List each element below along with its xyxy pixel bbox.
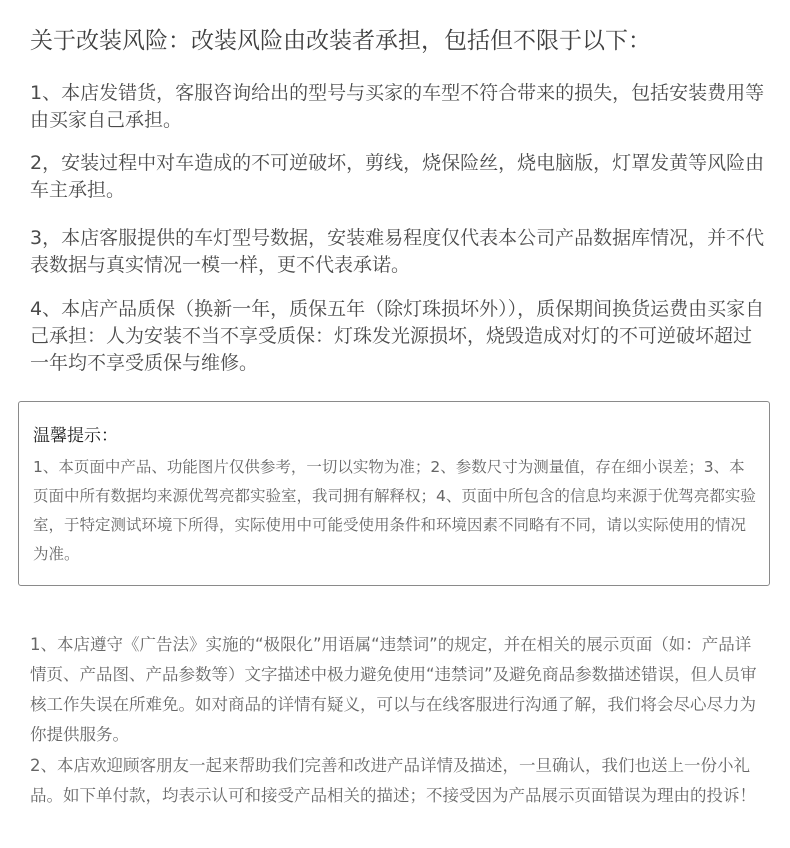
tips-box bbox=[18, 401, 770, 586]
tips-title: 温馨提示： bbox=[33, 426, 118, 446]
risk-item-4: 4、本店产品质保（换新一年，质保五年（除灯珠损坏外）），质保期间换货运费由买家自己承担：人为安装不当不享受质保：灯珠发光源损坏，烧毁造成对灯的不可逆破坏超过一年均不享受质保与维修。 bbox=[30, 298, 765, 374]
notice-item-2: 2、本店欢迎顾客朋友一起来帮助我们完善和改进产品详情及描述，一旦确认，我们也送上一份小礼品。如下单付款，均表示认可和接受产品相关的描述；不接受因为产品展示页面错误为理由的投诉！ bbox=[30, 756, 756, 805]
risk-item-1: 1、本店发错货，客服咨询给出的型号与买家的车型不符合带来的损失，包括安装费用等由买家自己承担。 bbox=[30, 82, 765, 131]
tips-body: 1、本页面中产品、功能图片仅供参考，一切以实物为准；2、参数尺寸为测量值，存在细小误差；3、本页面中所有数据均来源优驾亮都实验室，我司拥有解释权；4、页面中所包含的信息均来源于优驾亮都实验室，于特定测试环境下所得，实际使用中可能受使用条件和环境因素不同略有不同，请以实际使用的情况为准。 bbox=[33, 458, 756, 563]
notice-item-1: 1、本店遵守《广告法》实施的“极限化”用语属“违禁词”的规定，并在相关的展示页面（如：产品详情页、产品图、产品参数等）文字描述中极力避免使用“违禁词”及避免商品参数描述错误，但人员审核工作失误在所难免。如对商品的详情有疑义，可以与在线客服进行沟通了解，我们将会尽心尽力为你提供服务。 bbox=[30, 635, 757, 744]
risk-heading: 关于改装风险：改装风险由改装者承担，包括但不限于以下： bbox=[30, 28, 651, 54]
risk-item-3: 3，本店客服提供的车灯型号数据，安装难易程度仅代表本公司产品数据库情况，并不代表数据与真实情况一模一样，更不代表承诺。 bbox=[30, 227, 765, 276]
risk-item-2: 2，安装过程中对车造成的不可逆破坏，剪线，烧保险丝，烧电脑版，灯罩发黄等风险由车主承担。 bbox=[30, 152, 765, 201]
